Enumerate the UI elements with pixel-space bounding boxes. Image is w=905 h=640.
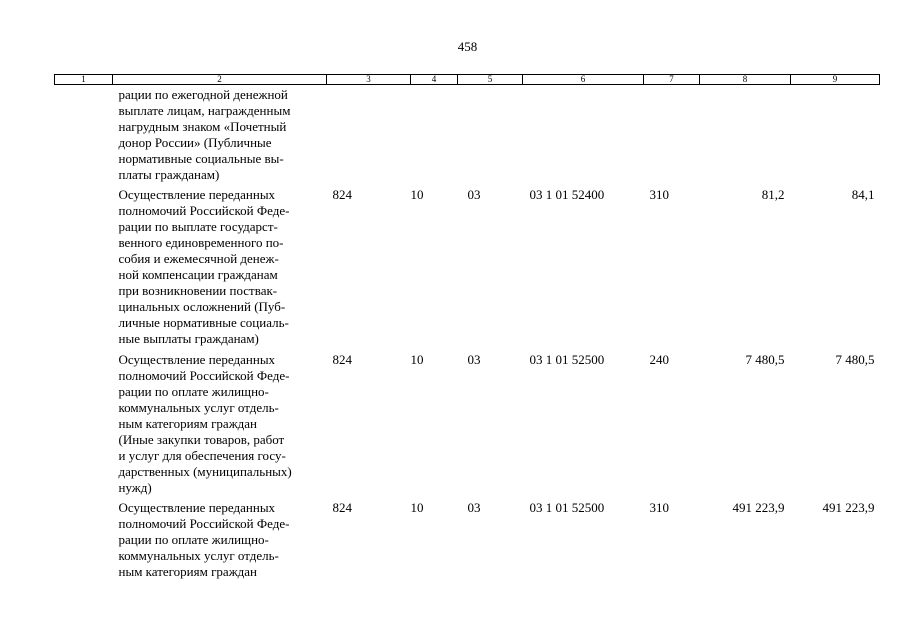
section-code-cell (411, 183, 458, 347)
expense-name-line: ным категориям граждан (118, 564, 258, 579)
section-code-value: 10 (410, 500, 424, 515)
expense-name-line: ные выплаты гражданам) (118, 331, 259, 346)
expense-name-line: платы гражданам) (118, 167, 220, 182)
column-number-row (55, 75, 880, 85)
ministry-code-cell (327, 85, 411, 184)
expense-name-line: ным категориям граждан (118, 416, 258, 431)
expense-name-line: и услуг для обеспечения госу- (118, 448, 286, 463)
expense-name-cell (113, 496, 327, 580)
expense-name-line: Осуществление переданных (118, 500, 276, 515)
budget-table (54, 74, 880, 580)
row-number-cell (55, 183, 113, 347)
section-code-value: 10 (410, 352, 424, 367)
row-number-cell (55, 85, 113, 184)
column-number: 1 (55, 75, 113, 85)
amount-year1-value: 7 480,5 (745, 352, 785, 367)
amount-year1-value: 491 223,9 (732, 500, 785, 515)
section-code-cell (411, 496, 458, 580)
target-article-value: 03 1 01 52500 (529, 500, 605, 515)
expense-type-cell (644, 496, 700, 580)
expense-name-cell (113, 347, 327, 496)
table-row (55, 85, 880, 184)
expense-name-line: личные нормативные социаль- (118, 315, 289, 330)
amount-year2-value: 7 480,5 (835, 352, 875, 367)
expense-type-value: 240 (649, 352, 669, 367)
table-row (55, 496, 880, 580)
expense-name-line: донор России» (Публичные (118, 135, 272, 150)
amount-year2-cell (791, 183, 880, 347)
page-number: 458 (457, 39, 478, 54)
ministry-code-value: 824 (332, 500, 352, 515)
expense-name-cell (113, 85, 327, 184)
ministry-code-value: 824 (332, 187, 352, 202)
amount-year1-cell (700, 347, 791, 496)
row-number-cell (55, 496, 113, 580)
expense-name-line: нужд) (118, 480, 152, 495)
column-number: 8 (700, 75, 791, 85)
expense-name-line: коммунальных услуг отдель- (118, 548, 279, 563)
subsection-code-value: 03 (467, 352, 481, 367)
section-code-value: 10 (410, 187, 424, 202)
expense-type-cell (644, 347, 700, 496)
expense-name-line: рации по выплате государст- (118, 219, 278, 234)
expense-name-line: рации по оплате жилищно- (118, 384, 269, 399)
expense-type-cell (644, 183, 700, 347)
subsection-code-cell (458, 347, 523, 496)
expense-name-line: полномочий Российской Феде- (118, 368, 290, 383)
expense-type-value: 310 (649, 500, 669, 515)
expense-name-line: нагрудным знаком «Почетный (118, 119, 287, 134)
expense-type-cell (644, 85, 700, 184)
target-article-cell (523, 496, 644, 580)
section-code-cell (411, 85, 458, 184)
expense-name-line: (Иные закупки товаров, работ (118, 432, 285, 447)
amount-year1-cell (700, 496, 791, 580)
amount-year2-cell (791, 496, 880, 580)
expense-name-line: полномочий Российской Феде- (118, 516, 290, 531)
ministry-code-cell (327, 347, 411, 496)
subsection-code-cell (458, 183, 523, 347)
column-number: 4 (411, 75, 458, 85)
ministry-code-value: 824 (332, 352, 352, 367)
subsection-code-value: 03 (467, 500, 481, 515)
amount-year2-value: 491 223,9 (822, 500, 875, 515)
table-row (55, 183, 880, 347)
amount-year2-cell (791, 347, 880, 496)
expense-name-line: Осуществление переданных (118, 187, 276, 202)
expense-type-value: 310 (649, 187, 669, 202)
amount-year2-value: 84,1 (851, 187, 875, 202)
section-code-cell (411, 347, 458, 496)
expense-name-line: Осуществление переданных (118, 352, 276, 367)
amount-year1-cell (700, 183, 791, 347)
subsection-code-value: 03 (467, 187, 481, 202)
expense-name-line: коммунальных услуг отдель- (118, 400, 279, 415)
expense-name-line: полномочий Российской Феде- (118, 203, 290, 218)
subsection-code-cell (458, 85, 523, 184)
expense-name-cell (113, 183, 327, 347)
amount-year2-cell (791, 85, 880, 184)
column-number: 3 (327, 75, 411, 85)
target-article-value: 03 1 01 52400 (529, 187, 605, 202)
row-number-cell (55, 347, 113, 496)
target-article-cell (523, 85, 644, 184)
expense-name-line: выплате лицам, награжденным (118, 103, 291, 118)
ministry-code-cell (327, 496, 411, 580)
column-number: 2 (113, 75, 327, 85)
expense-name-line: рации по ежегодной денежной (118, 87, 288, 102)
target-article-value: 03 1 01 52500 (529, 352, 605, 367)
table-row (55, 347, 880, 496)
expense-name-line: рации по оплате жилищно- (118, 532, 269, 547)
table-body (55, 85, 880, 581)
expense-name-line: ной компенсации гражданам (118, 267, 278, 282)
column-number: 5 (458, 75, 523, 85)
expense-name-line: цинальных осложнений (Пуб- (118, 299, 286, 314)
expense-name-line: венного единовременного по- (118, 235, 284, 250)
subsection-code-cell (458, 496, 523, 580)
expense-name-line: при возникновении поствак- (118, 283, 278, 298)
ministry-code-cell (327, 183, 411, 347)
column-number: 9 (791, 75, 880, 85)
expense-name-line: дарственных (муниципальных) (118, 464, 292, 479)
target-article-cell (523, 183, 644, 347)
expense-name-line: собия и ежемесячной денеж- (118, 251, 279, 266)
expense-name-line: нормативные социальные вы- (118, 151, 284, 166)
amount-year1-value: 81,2 (761, 187, 785, 202)
amount-year1-cell (700, 85, 791, 184)
column-number: 6 (523, 75, 644, 85)
column-number: 7 (644, 75, 700, 85)
target-article-cell (523, 347, 644, 496)
